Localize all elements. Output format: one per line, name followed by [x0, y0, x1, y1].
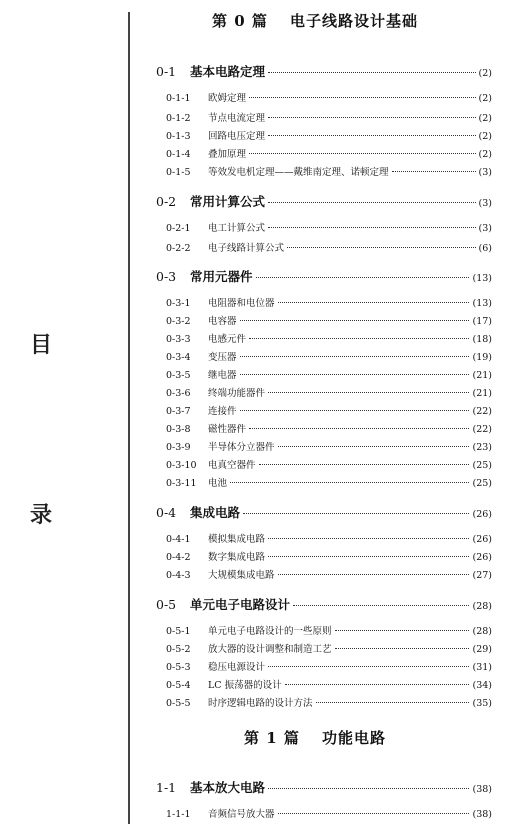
- entry-title: 常用计算公式: [190, 194, 266, 209]
- entry-page-number: (2): [478, 113, 492, 124]
- entry-title: 基本电路定理: [190, 64, 266, 79]
- toc-chapter-entry[interactable]: [0, 595, 506, 613]
- dot-leader: [293, 605, 469, 606]
- dot-leader: [249, 153, 476, 154]
- toc-section-entry[interactable]: [0, 475, 506, 489]
- dot-leader: [268, 788, 469, 789]
- entry-title: 电子线路计算公式: [208, 243, 285, 254]
- entry-title: 节点电流定理: [208, 113, 266, 124]
- entry-number: 0-4-3: [166, 570, 191, 581]
- entry-title: 电真空器件: [208, 460, 256, 471]
- entry-title: 数字集成电路: [208, 552, 266, 563]
- entry-title: 变压器: [208, 352, 237, 363]
- entry-number: 0-3-9: [166, 442, 191, 453]
- part-label: 第 0 篇: [212, 12, 268, 30]
- toc-section-entry[interactable]: [0, 128, 506, 142]
- entry-page-number: (19): [472, 352, 492, 363]
- toc-chapter-entry[interactable]: [0, 192, 506, 210]
- toc-section-entry[interactable]: [0, 110, 506, 124]
- dot-leader: [268, 72, 476, 73]
- entry-title: 电阻器和电位器: [208, 298, 275, 309]
- dot-leader: [268, 117, 476, 118]
- dot-leader: [278, 446, 470, 447]
- toc-section-entry[interactable]: [0, 623, 506, 637]
- toc-section-entry[interactable]: [0, 695, 506, 709]
- entry-page-number: (26): [472, 534, 492, 545]
- entry-page-number: (25): [472, 478, 492, 489]
- entry-title: 电工计算公式: [208, 223, 266, 234]
- part-name: 电子线路设计基础: [289, 12, 418, 30]
- entry-number: 0-3-7: [166, 406, 191, 417]
- entry-page-number: (2): [478, 93, 492, 104]
- entry-number: 0-5: [156, 597, 177, 612]
- entry-number: 0-3-8: [166, 424, 191, 435]
- toc-section-entry[interactable]: [0, 439, 506, 453]
- dot-leader: [335, 648, 470, 649]
- dot-leader: [249, 97, 476, 98]
- entry-title: 叠加原理: [208, 149, 247, 160]
- toc-section-entry[interactable]: [0, 146, 506, 160]
- entry-title: 基本放大电路: [190, 780, 266, 795]
- part-label: 第 1 篇: [244, 729, 300, 747]
- entry-number: 0-4-1: [166, 534, 191, 545]
- entry-page-number: (25): [472, 460, 492, 471]
- dot-leader: [256, 277, 470, 278]
- toc-section-entry[interactable]: [0, 421, 506, 435]
- entry-page-number: (26): [472, 509, 492, 520]
- entry-page-number: (3): [478, 223, 492, 234]
- toc-section-entry[interactable]: [0, 806, 506, 820]
- dot-leader: [259, 464, 470, 465]
- entry-number: 0-1-1: [166, 93, 191, 104]
- toc-section-entry[interactable]: [0, 331, 506, 345]
- entry-page-number: (2): [478, 131, 492, 142]
- toc-section-entry[interactable]: [0, 349, 506, 363]
- dot-leader: [392, 171, 476, 172]
- toc-section-entry[interactable]: [0, 385, 506, 399]
- entry-number: 1-1: [156, 780, 177, 795]
- entry-title: LC 振荡器的设计: [208, 680, 282, 691]
- entry-title: 终端功能器件: [208, 388, 266, 399]
- entry-title: 稳压电源设计: [208, 662, 266, 673]
- entry-page-number: (6): [478, 243, 492, 254]
- toc-section-entry[interactable]: [0, 295, 506, 309]
- entry-title: 欧姆定理: [208, 93, 247, 104]
- dot-leader: [278, 813, 470, 814]
- dot-leader: [240, 356, 470, 357]
- toc-section-entry[interactable]: [0, 90, 506, 104]
- entry-title: 回路电压定理: [208, 131, 266, 142]
- entry-number: 0-3-1: [166, 298, 191, 309]
- dot-leader: [249, 428, 469, 429]
- entry-title: 继电器: [208, 370, 237, 381]
- entry-number: 0-1-2: [166, 113, 191, 124]
- entry-number: 0-5-1: [166, 626, 191, 637]
- entry-number: 0-3: [156, 269, 177, 284]
- entry-page-number: (3): [478, 167, 492, 178]
- toc-section-entry[interactable]: [0, 367, 506, 381]
- entry-number: 0-3-10: [166, 460, 197, 471]
- entry-number: 0-3-5: [166, 370, 191, 381]
- toc-section-entry[interactable]: [0, 457, 506, 471]
- entry-page-number: (31): [472, 662, 492, 673]
- dot-leader: [230, 482, 469, 483]
- entry-number: 0-1-4: [166, 149, 191, 160]
- entry-title: 放大器的设计调整和制造工艺: [208, 644, 332, 655]
- entry-number: 0-3-6: [166, 388, 191, 399]
- entry-title: 集成电路: [190, 505, 241, 520]
- dot-leader: [285, 684, 470, 685]
- entry-number: 0-4: [156, 505, 177, 520]
- entry-page-number: (3): [478, 198, 492, 209]
- dot-leader: [287, 247, 476, 248]
- dot-leader: [240, 374, 470, 375]
- entry-page-number: (34): [472, 680, 492, 691]
- entry-title: 音频信号放大器: [208, 809, 275, 820]
- toc-section-entry[interactable]: [0, 313, 506, 327]
- entry-number: 0-3-4: [166, 352, 191, 363]
- dot-leader: [268, 202, 476, 203]
- toc-section-entry[interactable]: [0, 403, 506, 417]
- entry-title: 电容器: [208, 316, 237, 327]
- toc-section-entry[interactable]: [0, 220, 506, 234]
- entry-number: 0-3-11: [166, 478, 197, 489]
- toc-chapter-entry[interactable]: [0, 267, 506, 285]
- entry-title: 单元电子电路设计的一些原则: [208, 626, 332, 637]
- entry-page-number: (22): [472, 424, 492, 435]
- entry-page-number: (21): [472, 370, 492, 381]
- toc-chapter-entry[interactable]: [0, 503, 506, 521]
- entry-page-number: (18): [472, 334, 492, 345]
- part-name: 功能电路: [321, 729, 386, 747]
- entry-title: 大规模集成电路: [208, 570, 275, 581]
- toc-chapter-entry[interactable]: [0, 62, 506, 80]
- entry-title: 电感元件: [208, 334, 247, 345]
- entry-page-number: (38): [472, 809, 492, 820]
- dot-leader: [335, 630, 470, 631]
- entry-number: 0-5-4: [166, 680, 191, 691]
- entry-number: 0-4-2: [166, 552, 191, 563]
- dot-leader: [278, 574, 470, 575]
- dot-leader: [240, 410, 470, 411]
- toc-section-entry[interactable]: [0, 164, 506, 178]
- entry-number: 0-2-2: [166, 243, 191, 254]
- entry-page-number: (17): [472, 316, 492, 327]
- entry-number: 0-1-5: [166, 167, 191, 178]
- entry-page-number: (13): [472, 273, 492, 284]
- entry-page-number: (2): [478, 149, 492, 160]
- dot-leader: [316, 702, 470, 703]
- dot-leader: [268, 666, 469, 667]
- toc-side-label-lu: 录: [30, 502, 53, 528]
- entry-page-number: (26): [472, 552, 492, 563]
- entry-page-number: (2): [478, 68, 492, 79]
- entry-title: 单元电子电路设计: [190, 597, 291, 612]
- toc-section-entry[interactable]: [0, 531, 506, 545]
- toc-section-entry[interactable]: [0, 240, 506, 254]
- entry-page-number: (29): [472, 644, 492, 655]
- entry-page-number: (38): [472, 784, 492, 795]
- toc-section-entry[interactable]: [0, 677, 506, 691]
- entry-page-number: (27): [472, 570, 492, 581]
- entry-title: 常用元器件: [190, 269, 253, 284]
- entry-title: 等效发电机定理——戴维南定理、诺顿定理: [208, 167, 389, 178]
- entry-page-number: (13): [472, 298, 492, 309]
- toc-section-entry[interactable]: [0, 549, 506, 563]
- entry-title: 连接件: [208, 406, 237, 417]
- entry-title: 电池: [208, 478, 228, 489]
- dot-leader: [243, 513, 469, 514]
- part-title: [140, 10, 490, 31]
- toc-side-label-mu: 目: [30, 332, 53, 358]
- entry-page-number: (23): [472, 442, 492, 453]
- entry-number: 0-2: [156, 194, 177, 209]
- dot-leader: [268, 135, 476, 136]
- entry-number: 1-1-1: [166, 809, 191, 820]
- entry-page-number: (35): [472, 698, 492, 709]
- dot-leader: [240, 320, 470, 321]
- entry-number: 0-5-2: [166, 644, 191, 655]
- toc-section-entry[interactable]: [0, 641, 506, 655]
- entry-number: 0-1: [156, 64, 177, 79]
- toc-section-entry[interactable]: [0, 659, 506, 673]
- entry-number: 0-1-3: [166, 131, 191, 142]
- dot-leader: [268, 556, 469, 557]
- entry-title: 磁性器件: [208, 424, 247, 435]
- dot-leader: [249, 338, 469, 339]
- entry-number: 0-3-2: [166, 316, 191, 327]
- entry-page-number: (21): [472, 388, 492, 399]
- entry-number: 0-2-1: [166, 223, 191, 234]
- dot-leader: [268, 392, 469, 393]
- dot-leader: [268, 538, 469, 539]
- entry-page-number: (28): [472, 626, 492, 637]
- entry-number: 0-3-3: [166, 334, 191, 345]
- dot-leader: [278, 302, 470, 303]
- entry-page-number: (28): [472, 601, 492, 612]
- part-title: [140, 727, 490, 748]
- entry-title: 半导体分立器件: [208, 442, 275, 453]
- entry-title: 模拟集成电路: [208, 534, 266, 545]
- toc-chapter-entry[interactable]: [0, 778, 506, 796]
- entry-title: 时序逻辑电路的设计方法: [208, 698, 313, 709]
- toc-section-entry[interactable]: [0, 567, 506, 581]
- dot-leader: [268, 227, 476, 228]
- entry-number: 0-5-5: [166, 698, 191, 709]
- entry-page-number: (22): [472, 406, 492, 417]
- entry-number: 0-5-3: [166, 662, 191, 673]
